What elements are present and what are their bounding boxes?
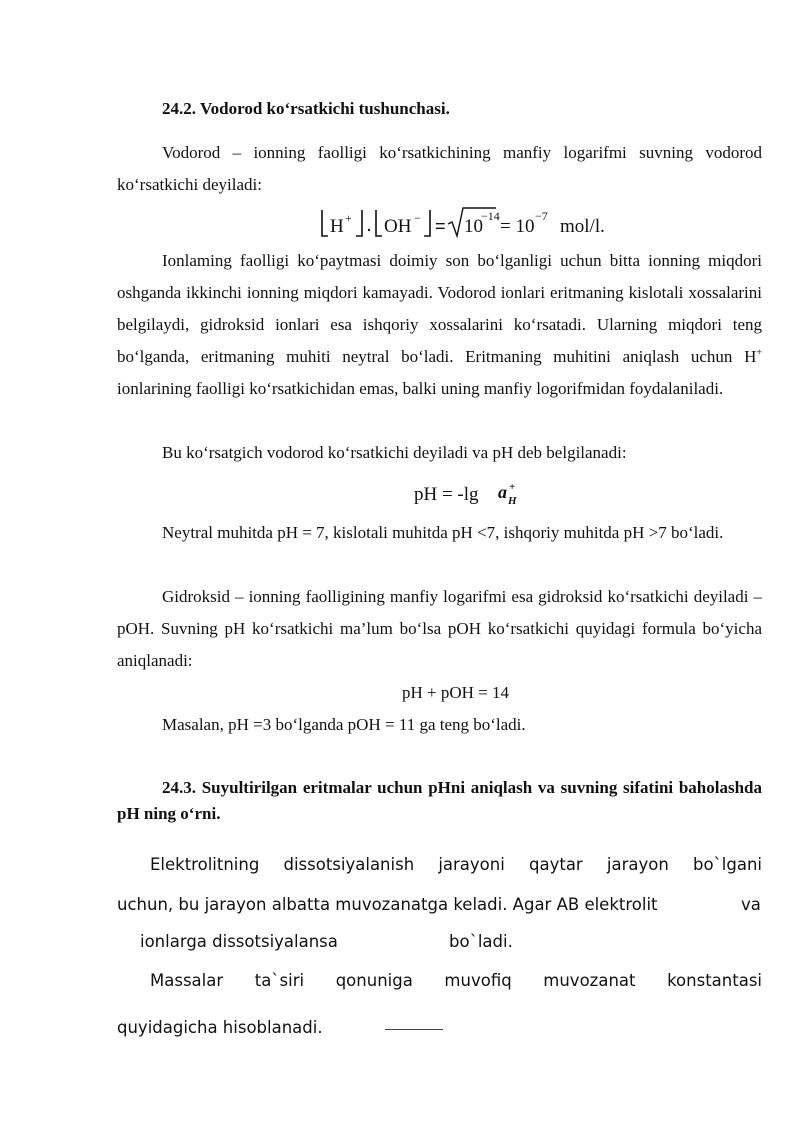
section-heading-24-3: 24.3. Suyultirilgan eritmalar uchun pHni aniqlash va suvning sifatini baholashda pH ning o‘rni. xyxy=(117,778,762,823)
formula-ph-definition xyxy=(414,479,524,514)
formula-oh-charge: − xyxy=(414,211,421,225)
bracket-left-oh xyxy=(376,210,382,236)
formula-h: H xyxy=(330,216,344,237)
paragraph-dissociation-line1: Elektrolitning dissotsiyalanish jarayoni qaytar jarayon bo`lgani xyxy=(150,855,762,874)
paragraph-neutral-ph: Neytral muhitda pH = 7, kislotali muhitda pH <7, ishqoriy muhitda pH >7 bo‘ladi. xyxy=(162,523,724,542)
paragraph-dissociation-line3b: bo`ladi. xyxy=(449,932,513,951)
formula-ion-product-graphic xyxy=(318,204,618,244)
multiply-dot xyxy=(368,229,370,231)
formula-oh: OH xyxy=(384,216,412,237)
paragraph-dissociation-line3a: ionlarga dissotsiyalansa xyxy=(140,932,338,951)
bracket-right-h xyxy=(356,210,362,236)
formula-equals: = xyxy=(435,216,446,236)
paragraph-ph-designation: Bu ko‘rsatgich vodorod ko‘rsatkichi deyiladi va pH deb belgilanadi: xyxy=(162,443,627,462)
formula-equals-10: = 10 xyxy=(500,216,535,237)
paragraph-definition-ph: Vodorod – ionning faolligi ko‘rsatkichining manfiy logarifmi suvning vodorod ko‘rsatkichi deyiladi: xyxy=(117,143,762,194)
paragraph-ion-activity xyxy=(117,245,762,405)
fraction-line xyxy=(385,1029,443,1030)
formula-ph-definition-graphic xyxy=(414,479,524,509)
paragraph-ion-activity-part2: ionlarining faolligi ko‘rsatkichidan emas, balki uning manfiy logorifmidan foydalaniladi. xyxy=(117,379,724,398)
formula-h-charge: + xyxy=(345,211,352,225)
formula-exp2: −7 xyxy=(535,209,548,223)
paragraph-dissociation-line2b: va xyxy=(741,895,761,914)
formula-ph-poh-sum: pH + pOH = 14 xyxy=(402,683,510,702)
section-heading-24-2: 24.2. Vodorod ko‘rsatkichi tushunchasi. xyxy=(162,99,450,118)
formula-activity-sub: H xyxy=(508,495,517,507)
formula-root-exp: −14 xyxy=(481,209,500,223)
formula-activity-a: a xyxy=(498,482,507,502)
paragraph-mass-action-line2: quyidagicha hisoblanadi. xyxy=(117,1018,323,1037)
paragraph-mass-action-line1: Massalar ta`siri qonuniga muvofiq muvozanat konstantasi xyxy=(150,971,762,990)
formula-unit: mol/l. xyxy=(560,216,605,237)
h-plus-superscript: + xyxy=(756,347,762,359)
formula-activity-sup: + xyxy=(509,481,516,493)
formula-ion-product xyxy=(318,204,618,249)
bracket-right-oh xyxy=(424,210,430,236)
formula-root-base: 10 xyxy=(464,216,483,237)
paragraph-dissociation-line2a: uchun, bu jarayon albatta muvozanatga keladi. Agar AB elektrolit xyxy=(117,895,658,914)
paragraph-example: Masalan, pH =3 bo‘lganda pOH = 11 ga teng bo‘ladi. xyxy=(162,715,526,734)
bracket-left-h xyxy=(322,210,328,236)
paragraph-poh-definition: Gidroksid – ionning faolligining manfiy logarifmi esa gidroksid ko‘rsatkichi deyiladi – pOH. Suvning pH ko‘rsatkichi ma’lum bo‘lsa pOH ko‘rsatkichi quyidagi formula bo‘yicha aniqlanadi: xyxy=(117,587,762,670)
paragraph-ion-activity-part1: Ionlaming faolligi ko‘paytmasi doimiy son bo‘lganligi uchun bitta ionning miqdori oshganda ikkinchi ionning miqdori kamayadi. Vodorod ionlari eritmaning kislotali xossalarini belgilaydi, gidroksid ionlari esa ishqoriy xossalarini ko‘rsatadi. Ularning miqdori teng bo‘lganda, eritmaning muhiti neytral bo‘ladi. Eritmaning muhitini aniqlash uchun H xyxy=(117,251,762,366)
formula-ph-lhs: pH = -lg xyxy=(414,484,479,505)
